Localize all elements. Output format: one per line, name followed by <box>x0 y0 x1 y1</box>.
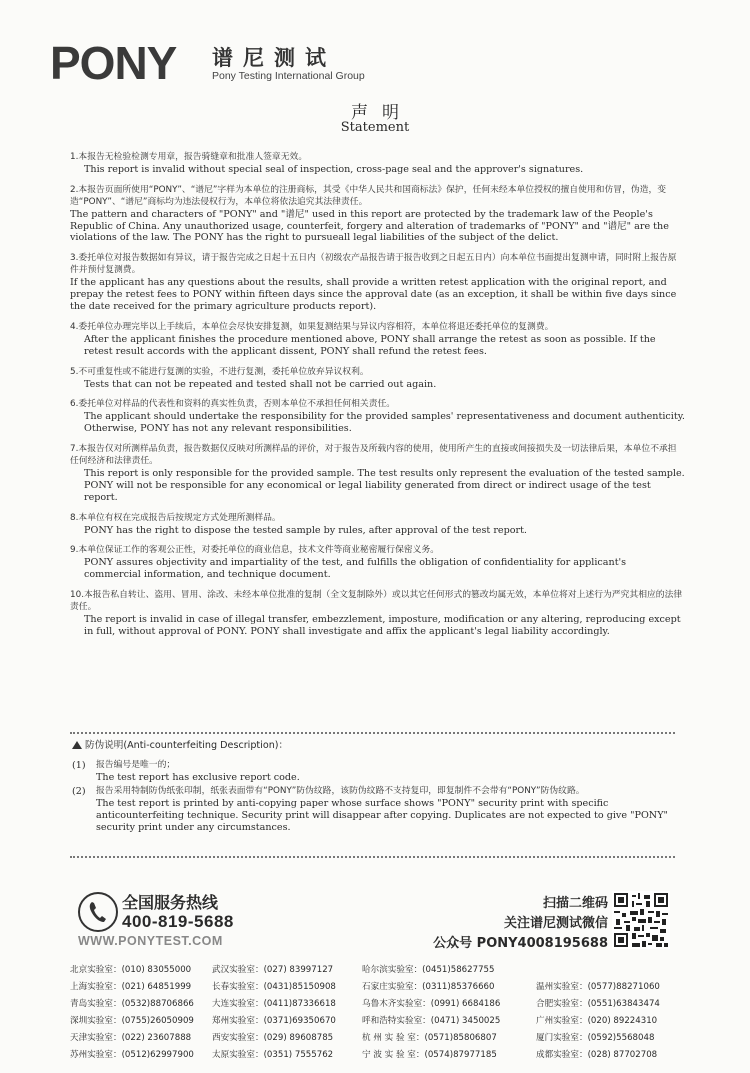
item-cn: 2.本报告页面所使用“PONY”、“谱尼”字样为本单位的注册商标，其受《中华人民共和国商标法》保护，任何未经本单位授权的擅自使用和仿冒，伪造，变造“PONY”、“谱尼”商标均为违法侵权行为，本单位将依法追究其法律责任。 <box>70 184 667 207</box>
lab-entry: 成都实验室：(028) 87702708 <box>536 1050 658 1060</box>
item-cn: 5.不可重复性或不能进行复测的实验，不进行复测，委托单位放弃异议权利。 <box>70 366 369 377</box>
lab-entry: 大连实验室：(0411)87336618 <box>212 999 336 1009</box>
item-en: Tests that can not be repeated and tested shall not be carried out again. <box>84 378 437 390</box>
item-cn: 10.本报告私自转让、盗用、冒用、涂改、未经本单位批准的复制（全文复制除外）或以其它任何形式的篡改均属无效，本单位将对上述行为严究其相应的法律责任。 <box>70 590 683 613</box>
statement-title-cn: 声明 <box>351 103 413 123</box>
lab-entry: 广州实验室：(020) 89224310 <box>536 1016 658 1026</box>
statement-item <box>70 444 685 504</box>
lab-entry: 武汉实验室：(027) 83997127 <box>212 965 334 975</box>
anti-counterfeit-title: 防伪说明(Anti-counterfeiting Description)： <box>72 740 682 752</box>
item-cn: 9.本单位保证工作的客观公正性，对委托单位的商业信息，技术文件等商业秘密履行保密义务。 <box>70 545 440 556</box>
pony-logo <box>50 37 380 89</box>
item-cn: 6.委托单位对样品的代表性和资料的真实性负责，否则本单位不承担任何相关责任。 <box>70 399 396 410</box>
lab-entry: 合肥实验室：(0551)63843474 <box>536 999 660 1009</box>
lab-entry: 呼和浩特实验室：(0471) 3450025 <box>362 1016 501 1026</box>
lab-entry: 长春实验室：(0431)85150908 <box>212 982 336 992</box>
statement-item <box>70 367 685 391</box>
lab-entry: 太原实验室：(0351) 7555762 <box>212 1050 334 1060</box>
phone-icon <box>78 892 118 932</box>
logo-english-name: Pony Testing International Group <box>212 70 365 82</box>
lab-entry: 厦门实验室：(0592)5568048 <box>536 1033 655 1043</box>
statement-item <box>70 185 685 245</box>
statement-items <box>70 152 685 647</box>
statement-item <box>70 152 685 176</box>
scan-label: 扫描二维码 <box>542 896 608 911</box>
qr-code-icon[interactable] <box>612 891 670 949</box>
lab-entry: 青岛实验室：(0532)88706866 <box>70 999 194 1009</box>
hotline-block <box>78 890 298 950</box>
dotted-divider <box>70 856 675 858</box>
statement-item <box>70 399 685 435</box>
item-cn: 4.委托单位办理完毕以上手续后，本单位会尽快安排复测，如果复测结果与异议内容相符，本单位将退还委托单位的复测费。 <box>70 321 554 332</box>
lab-entry: 宁 波 实 验 室：(0574)87977185 <box>362 1050 497 1060</box>
item-en: The applicant should undertake the responsibility for the provided samples' representativeness and document authenticity. Otherwise, PONY has not any relevant responsibilities. <box>84 411 685 435</box>
logo-wordmark: PONY <box>50 37 177 89</box>
statement-item <box>70 322 685 358</box>
anti-counterfeit-point: (2) 报告采用特制防伪纸张印制，纸张表面带有“PONY”防伪纹路，该防伪纹路不支持复印，即复制件不会带有“PONY”防伪纹路。 The test report is printed by anti-copying paper whose surface shows "PONY" security print with specific anticounterfeiting technique. Security print will disappear after copying. Duplicates are not expected to give "PONY" security print under any circumstances. <box>72 786 668 833</box>
hotline-label: 全国服务热线 <box>122 893 219 912</box>
item-en: The pattern and characters of "PONY" and "谱尼" used in this report are protected by the trademark law of the People's Republic of China. Any unauthorized usage, counterfeit, forgery and alteration of trademarks of "PONY" and "谱尼" are the violations of the law. The PONY has the right to pursueall legal liabilities of the subject of the delict. <box>70 208 669 244</box>
wechat-block <box>433 894 608 954</box>
hotline-number: 400-819-5688 <box>122 912 234 931</box>
lab-entry: 西安实验室：(029) 89608785 <box>212 1033 334 1043</box>
follow-label: 关注谱尼测试微信 <box>503 916 608 931</box>
item-cn: 7.本报告仅对所测样品负责，报告数据仅反映对所测样品的评价，对于报告及所载内容的使用，使用所产生的直接或间接损失及一切法律后果，本单位不承担任何经济和法律责任。 <box>70 444 677 467</box>
dotted-divider <box>70 732 675 734</box>
statement-item <box>70 590 685 638</box>
statement-title-en: Statement <box>340 120 410 135</box>
item-en: PONY assures objectivity and impartiality of the test, and fulfills the obligation of confidentiality for applicant's commercial information, and technique document. <box>84 557 627 581</box>
statement-item <box>70 545 685 581</box>
website-link[interactable]: WWW.PONYTEST.COM <box>78 934 223 948</box>
lab-entry: 杭 州 实 验 室：(0571)85806807 <box>362 1033 497 1043</box>
lab-entry: 苏州实验室：(0512)62997900 <box>70 1050 194 1060</box>
triangle-icon <box>72 741 82 749</box>
lab-entry: 天津实验室：(022) 23607888 <box>70 1033 192 1043</box>
public-account: 公众号 PONY4008195688 <box>433 936 608 951</box>
anti-counterfeit-point: (1) 报告编号是唯一的； The test report has exclusive report code. <box>72 759 300 783</box>
statement-item <box>70 253 685 313</box>
lab-entry: 哈尔滨实验室：(0451)58627755 <box>362 965 495 975</box>
item-en: This report is invalid without special seal of inspection, cross-page seal and the approver's signatures. <box>84 163 584 175</box>
lab-entry: 深圳实验室：(0755)26050909 <box>70 1016 194 1026</box>
statement-item <box>70 513 685 537</box>
lab-entry: 北京实验室：(010) 83055000 <box>70 965 192 975</box>
anti-counterfeit-section <box>72 740 682 834</box>
lab-entry: 上海实验室：(021) 64851999 <box>70 982 192 992</box>
logo-chinese-name: 谱尼测试 <box>212 46 336 70</box>
lab-entry: 郑州实验室：(0371)69350670 <box>212 1016 336 1026</box>
item-cn: 1.本报告无检验检测专用章，报告骑缝章和批准人签章无效。 <box>70 152 308 162</box>
item-en: The report is invalid in case of illegal transfer, embezzlement, imposture, modification or any altering, reproducing except in full, without approval of PONY. PONY shall investigate and affix the applicant's legal liability accordingly. <box>84 614 681 637</box>
lab-entry: 温州实验室：(0577)88271060 <box>536 982 660 992</box>
item-en: PONY has the right to dispose the tested sample by rules, after approval of the test report. <box>84 524 527 536</box>
lab-entry: 石家庄实验室：(0311)85376660 <box>362 982 495 992</box>
item-en: After the applicant finishes the procedure mentioned above, PONY shall arrange the retest as soon as possible. If the retest result accords with the applicant dissent, PONY shall refund the retest fees. <box>84 333 656 357</box>
item-cn: 8.本单位有权在完成报告后按规定方式处理所测样品。 <box>70 512 281 523</box>
item-en: If the applicant has any questions about the results, shall provide a written retest application with the original report, and prepay the retest fees to PONY within fifteen days since the approval date (as an exception, it shall be within five days since the date received for the primary agriculture products report). <box>70 277 677 312</box>
item-cn: 3.委托单位对报告数据如有异议，请于报告完成之日起十五日内（初级农产品报告请于报告收到之日起五日内）向本单位书面提出复测申请，同时附上报告原件并预付复测费。 <box>70 253 677 276</box>
lab-entry: 乌鲁木齐实验室：(0991) 6684186 <box>362 999 501 1009</box>
item-en: This report is only responsible for the provided sample. The test results only represent the evaluation of the tested sample. PONY will not be responsible for any economical or legal liability generated from direct or indirect usage of the test report. <box>84 467 685 503</box>
